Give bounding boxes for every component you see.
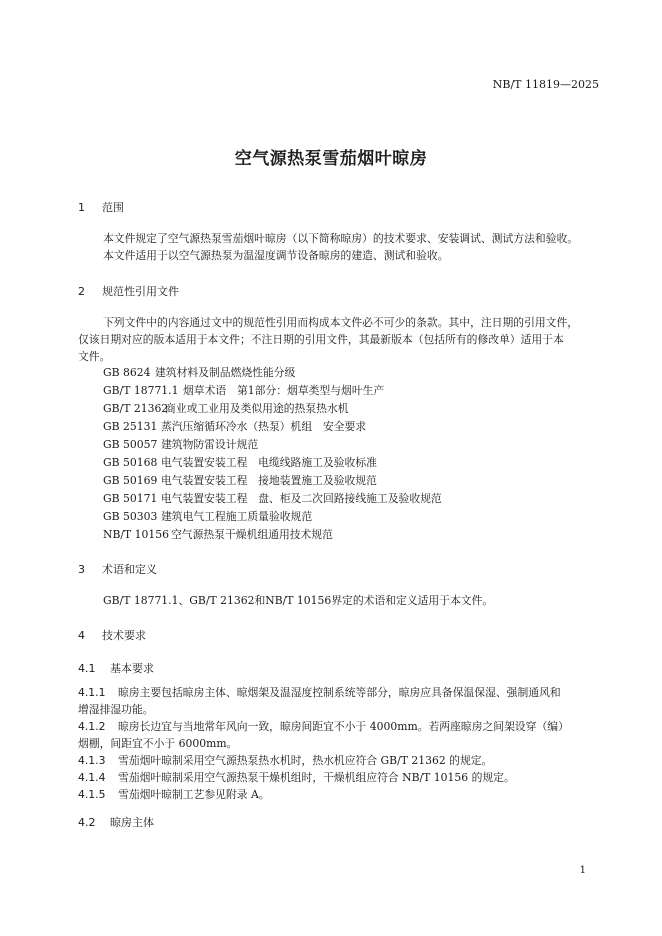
reference-item (103, 401, 349, 416)
section-4-heading (78, 627, 146, 643)
section-2-intro-line-3: 文件。 (78, 350, 111, 363)
reference-title: 建筑物防雷设计规范 (161, 438, 259, 451)
reference-code: GB 50168 (103, 456, 158, 469)
clause-text: 雪茄烟叶晾制工艺参见附录 A。 (118, 788, 270, 801)
section-title: 规范性引用文件 (102, 285, 179, 298)
subsection-4-1-heading (78, 660, 154, 676)
reference-title: 建筑电气工程施工质量验收规范 (161, 510, 313, 523)
section-number: 3 (78, 563, 85, 576)
section-2-intro-line-1: 下列文件中的内容通过文中的规范性引用而构成本文件必不可少的条款。其中，注日期的引用文件， (103, 316, 579, 329)
section-3-paragraph: GB/T 18771.1、GB/T 21362和NB/T 10156界定的术语和定义适用于本文件。 (103, 594, 494, 607)
reference-item (103, 491, 442, 506)
reference-code: GB/T 18771.1 (103, 384, 179, 397)
reference-title: 电气装置安装工程 电缆线路施工及验收标准 (161, 456, 377, 469)
subsection-number: 4.2 (78, 816, 96, 829)
reference-code: GB 50171 (103, 492, 158, 505)
reference-item (103, 509, 312, 524)
reference-title: 建筑材料及制品燃烧性能分级 (155, 366, 296, 379)
section-2-heading (78, 283, 179, 299)
reference-code: NB/T 10156 (103, 528, 169, 541)
clause-number: 4.1.2 (78, 720, 106, 733)
reference-code: GB 50303 (103, 510, 158, 523)
clause-4-1-1-continued: 增湿排湿功能。 (78, 703, 154, 716)
clause-number: 4.1.3 (78, 754, 106, 767)
clause-number: 4.1.5 (78, 788, 106, 801)
clause-text: 雪茄烟叶晾制采用空气源热泵干燥机组时，干燥机组应符合 NB/T 10156 的规定。 (118, 771, 515, 784)
section-2-intro-line-2: 仅该日期对应的版本适用于本文件；不注日期的引用文件，其最新版本（包括所有的修改单）适用于本 (78, 333, 564, 346)
section-1-heading (78, 199, 124, 215)
clause-4-1-2-continued: 烟棚，间距宜不小于 6000mm。 (78, 737, 238, 750)
reference-title: 电气装置安装工程 盘、柜及二次回路接线施工及验收规范 (161, 492, 442, 505)
reference-title: 电气装置安装工程 接地装置施工及验收规范 (161, 474, 377, 487)
clause-4-1-2 (78, 718, 569, 736)
reference-item (103, 527, 333, 542)
reference-title: 商业或工业用及类似用途的热泵热水机 (165, 402, 349, 415)
clause-number: 4.1.1 (78, 686, 106, 699)
reference-item (103, 383, 384, 398)
reference-title: 蒸汽压缩循环冷水（热泵）机组 安全要求 (161, 420, 367, 433)
reference-code: GB 8624 (103, 366, 151, 379)
clause-4-1-1 (78, 684, 561, 702)
section-1-paragraph-2: 本文件适用于以空气源热泵为温湿度调节设备晾房的建造、测试和验收。 (103, 249, 449, 262)
subsection-title: 基本要求 (110, 662, 154, 675)
section-3-heading (78, 561, 157, 577)
document-number: NB/T 11819—2025 (492, 78, 599, 91)
section-number: 1 (78, 201, 85, 214)
reference-item (103, 365, 295, 380)
reference-item (103, 473, 377, 488)
reference-code: GB 50169 (103, 474, 158, 487)
reference-item (103, 437, 258, 452)
section-1-paragraph-1: 本文件规定了空气源热泵雪茄烟叶晾房（以下简称晾房）的技术要求、安装调试、测试方法和验收。 (103, 232, 579, 245)
section-number: 2 (78, 285, 85, 298)
subsection-4-2-heading (78, 814, 154, 830)
subsection-number: 4.1 (78, 662, 96, 675)
section-title: 范围 (102, 201, 124, 214)
section-number: 4 (78, 629, 85, 642)
section-title: 术语和定义 (102, 563, 157, 576)
page-number: 1 (579, 865, 586, 876)
clause-text: 雪茄烟叶晾制采用空气源热泵热水机时，热水机应符合 GB/T 21362 的规定。 (118, 754, 493, 767)
subsection-title: 晾房主体 (110, 816, 154, 829)
clause-text: 晾房长边宜与当地常年风向一致，晾房间距宜不小于 4000mm。若两座晾房之间架设穿（编） (118, 720, 569, 733)
clause-4-1-5 (78, 786, 270, 804)
reference-code: GB 50057 (103, 438, 158, 451)
clause-text: 晾房主要包括晾房主体、晾烟架及温湿度控制系统等部分，晾房应具备保温保湿、强制通风和 (118, 686, 561, 699)
reference-item (103, 419, 366, 434)
reference-item (103, 455, 377, 470)
clause-number: 4.1.4 (78, 771, 106, 784)
reference-code: GB/T 21362 (103, 402, 169, 415)
reference-title: 烟草术语 第1部分：烟草类型与烟叶生产 (183, 384, 385, 397)
document-title: 空气源热泵雪茄烟叶晾房 (234, 149, 428, 169)
reference-code: GB 25131 (103, 420, 158, 433)
clause-4-1-3 (78, 752, 492, 770)
section-title: 技术要求 (102, 629, 146, 642)
reference-title: 空气源热泵干燥机组通用技术规范 (171, 528, 333, 541)
clause-4-1-4 (78, 769, 515, 787)
